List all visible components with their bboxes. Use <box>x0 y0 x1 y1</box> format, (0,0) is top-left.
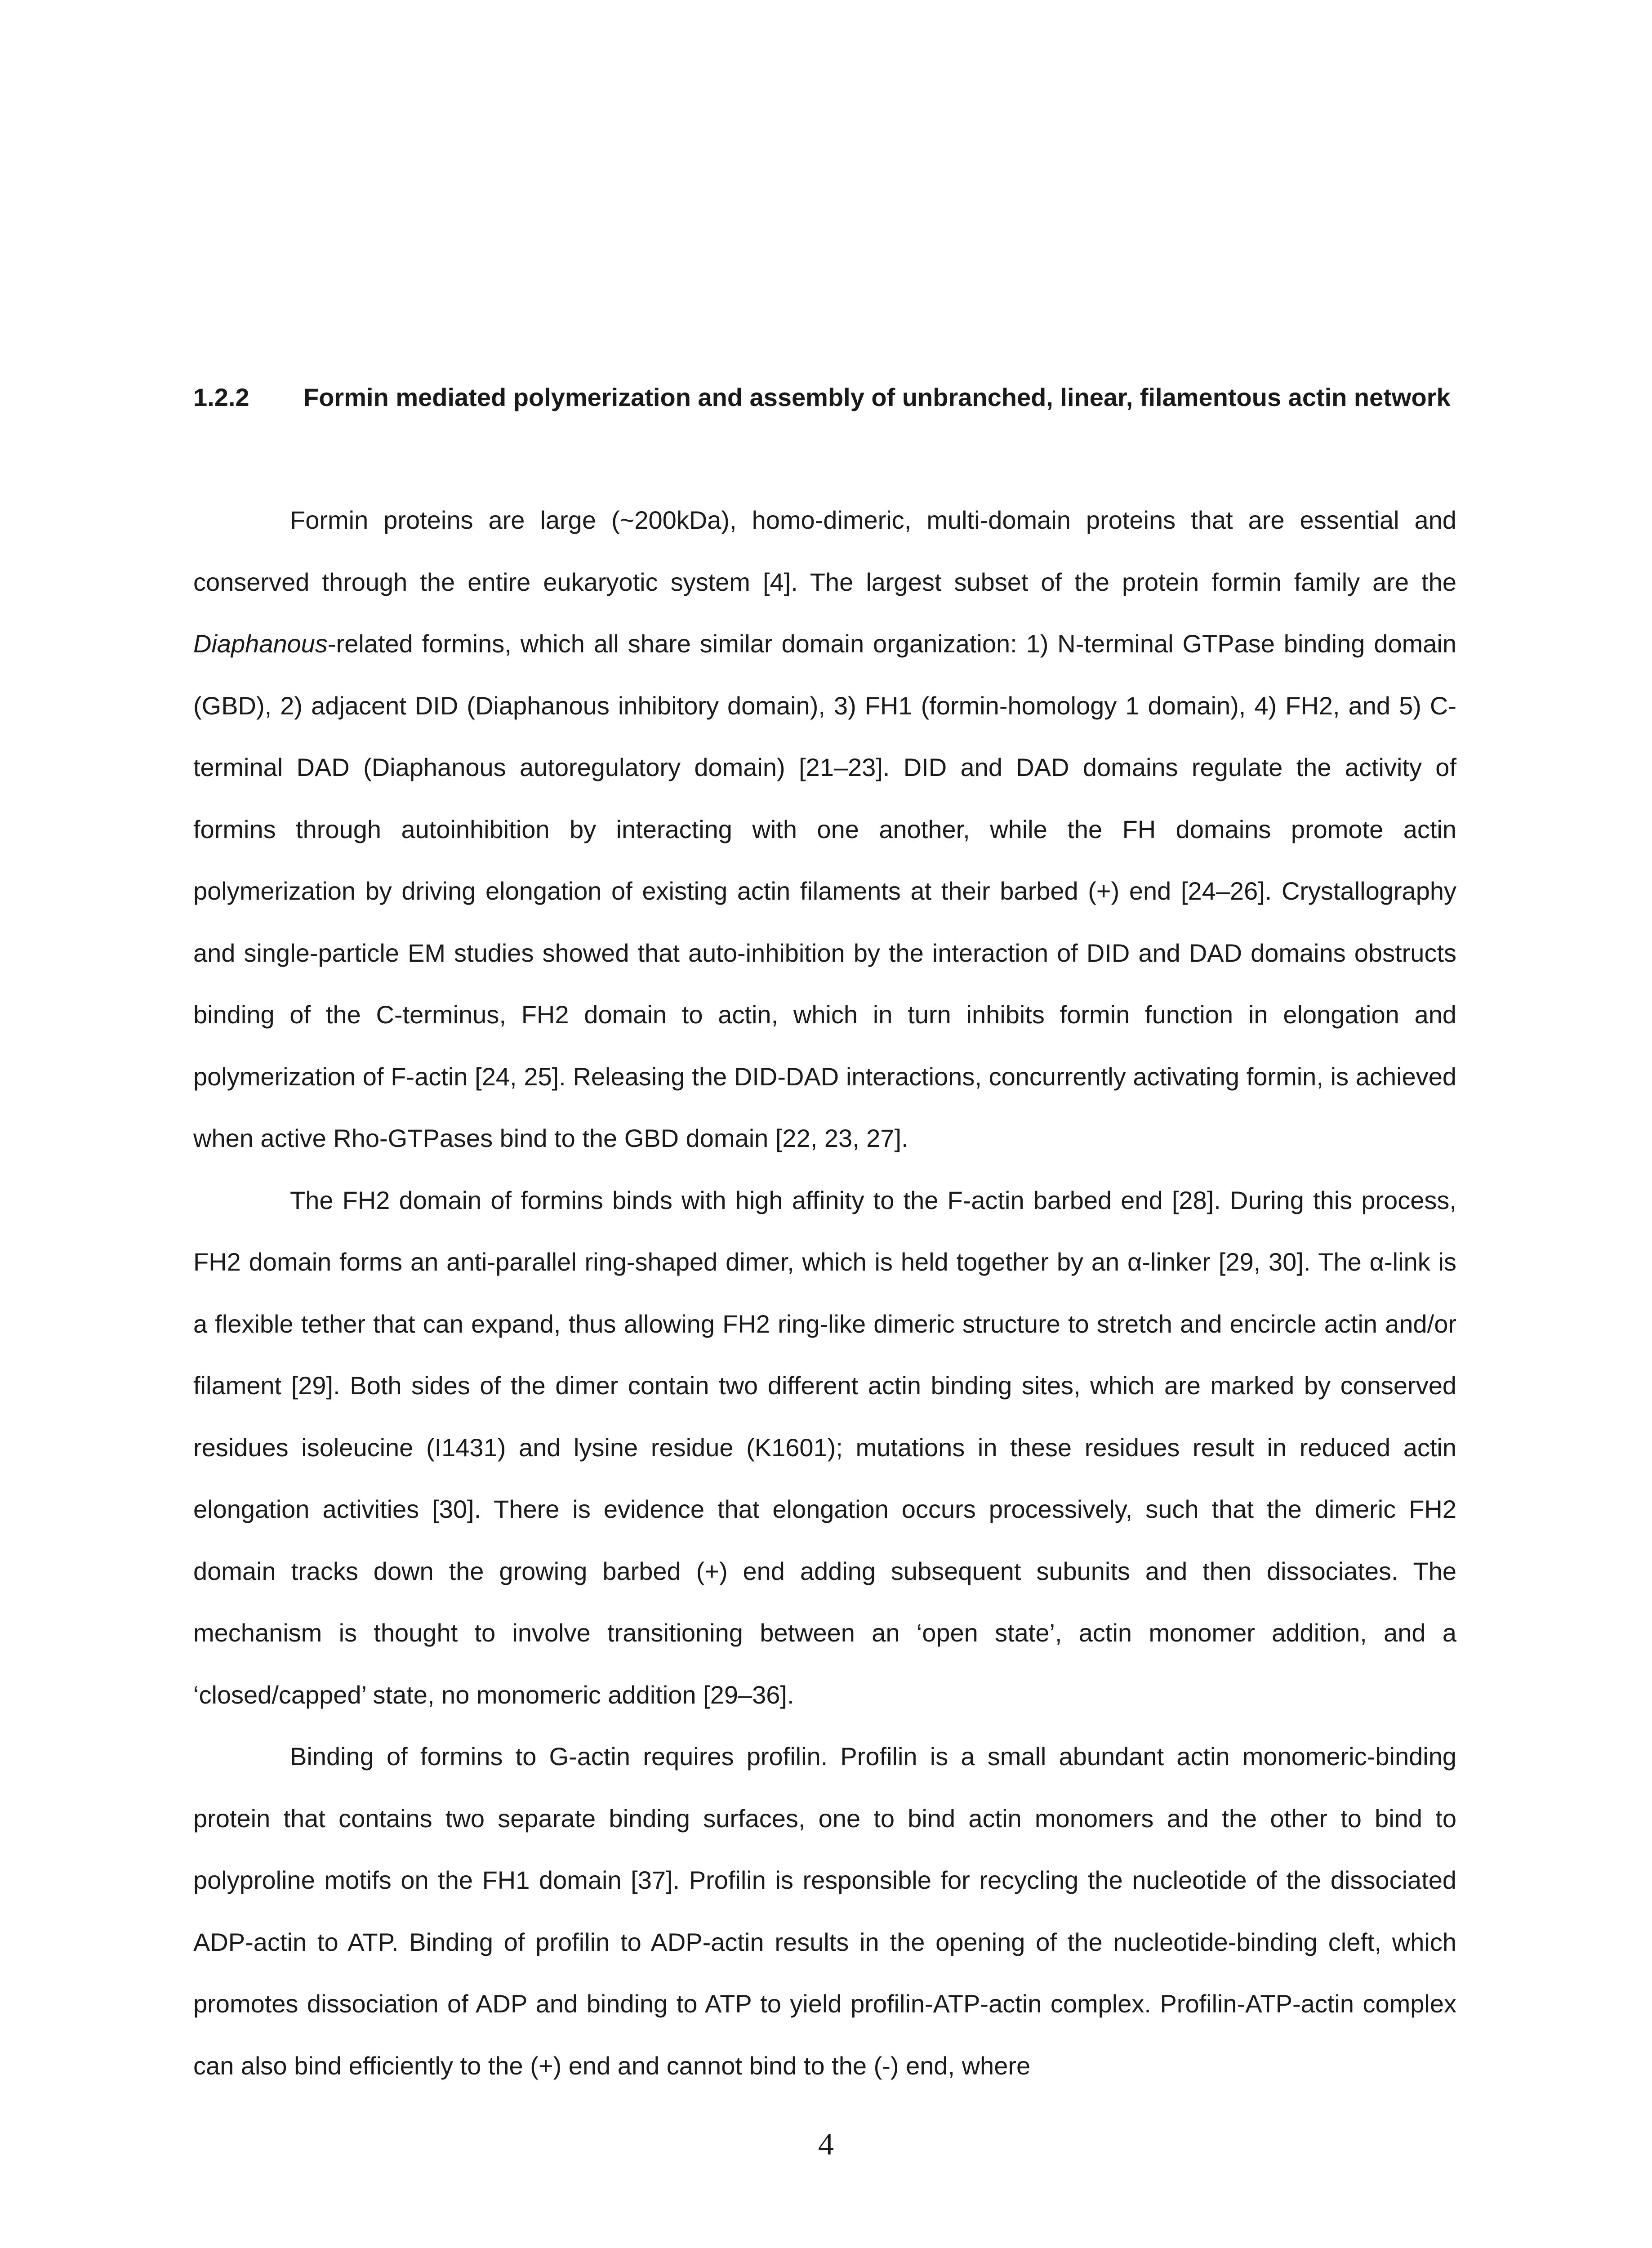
paragraph-text: Formin proteins are large (~200kDa), homo-dimeric, multi-domain proteins that are essential and conserved through the entire eukaryotic system [4]. The largest subset of the protein formin family are the <box>193 506 1456 596</box>
paragraph-text-continued: -related formins, which all share similar domain organization: 1) N-terminal GTPase binding domain (GBD), 2) adjacent DID (Diaphanous inhibitory domain), 3) FH1 (formin-homology 1 domain), 4) FH2, and 5) C-terminal DAD (Diaphanous autoregulatory domain) [21–23]. DID and DAD domains regulate the activity of formins through autoinhibition by interacting with one another, while the FH domains promote actin polymerization by driving elongation of existing actin filaments at their barbed (+) end [24–26]. Crystallography and single-particle EM studies showed that auto-inhibition by the interaction of DID and DAD domains obstructs binding of the C-terminus, FH2 domain to actin, which in turn inhibits formin function in elongation and polymerization of F-actin [24, 25]. Releasing the DID-DAD interactions, concurrently activating formin, is achieved when active Rho-GTPases bind to the GBD domain [22, 23, 27]. <box>193 629 1456 1152</box>
paragraph <box>193 489 1456 1169</box>
section-title: Formin mediated polymerization and assembly of unbranched, linear, filamentous actin network <box>303 383 1451 411</box>
paragraph: The FH2 domain of formins binds with high affinity to the F-actin barbed end [28]. During this process, FH2 domain forms an anti-parallel ring-shaped dimer, which is held together by an α-linker [29, 30]. The α-link is a flexible tether that can expand, thus allowing FH2 ring-like dimeric structure to stretch and encircle actin and/or filament [29]. Both sides of the dimer contain two different actin binding sites, which are marked by conserved residues isoleucine (I1431) and lysine residue (K1601); mutations in these residues result in reduced actin elongation activities [30]. There is evidence that elongation occurs processively, such that the dimeric FH2 domain tracks down the growing barbed (+) end adding subsequent subunits and then dissociates. The mechanism is thought to involve transitioning between an ‘open state’, actin monomer addition, and a ‘closed/capped’ state, no monomeric addition [29–36]. <box>193 1186 1456 1709</box>
section-number: 1.2.2 <box>193 383 249 411</box>
section-heading <box>193 366 1452 428</box>
italic-term: Diaphanous <box>193 629 328 658</box>
body-text <box>193 489 1456 2096</box>
paragraph: Binding of formins to G-actin requires profilin. Profilin is a small abundant actin monomeric-binding protein that contains two separate binding surfaces, one to bind actin monomers and the other to bind to polyproline motifs on the FH1 domain [37]. Profilin is responsible for recycling the nucleotide of the dissociated ADP-actin to ATP. Binding of profilin to ADP-actin results in the opening of the nucleotide-binding cleft, which promotes dissociation of ADP and binding to ATP to yield profilin-ATP-actin complex. Profilin-ATP-actin complex can also bind efficiently to the (+) end and cannot bind to the (-) end, where <box>193 1742 1456 2080</box>
page-number: 4 <box>818 2127 834 2162</box>
